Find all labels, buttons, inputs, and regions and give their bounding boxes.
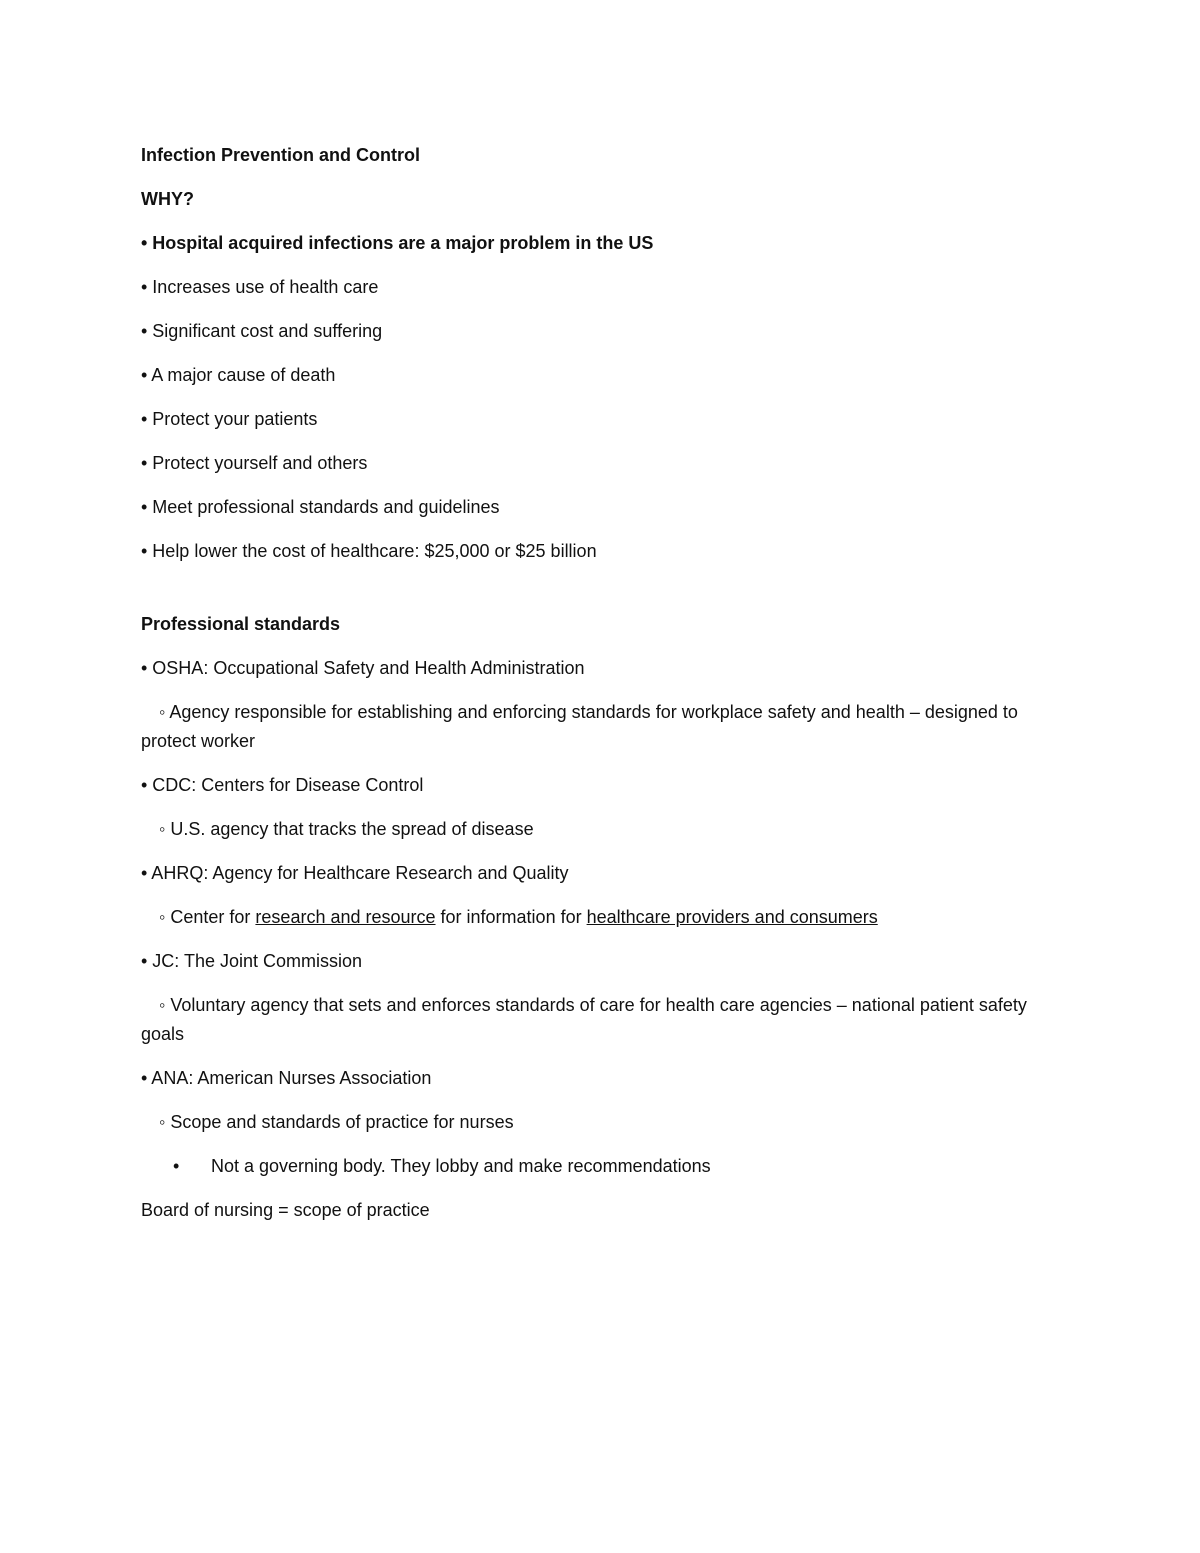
why-item: • Meet professional standards and guidelines [141,497,500,517]
standards-heading: Professional standards [141,614,341,634]
standard-item-cdc: • CDC: Centers for Disease Control [141,775,424,795]
ahrq-sub-mid: for information for [435,907,587,927]
standard-subitem-ana: ◦ Scope and standards of practice for nurses [159,1112,514,1132]
ahrq-sub-underline-1: research and resource [255,907,436,927]
standard-item-osha: • OSHA: Occupational Safety and Health Administration [141,658,585,678]
ahrq-sub-underline-2: healthcare providers and consumers [586,907,878,927]
standard-item-ahrq: • AHRQ: Agency for Healthcare Research and Quality [141,863,569,883]
standard-subitem-ahrq [141,903,1061,932]
why-item: • Help lower the cost of healthcare: $25,000 or $25 billion [141,541,597,561]
standard-subitem-osha: ◦ Agency responsible for establishing and enforcing standards for workplace safety and health – designed to protect worker [141,702,1018,751]
standard-subitem-cdc: ◦ U.S. agency that tracks the spread of disease [159,819,534,839]
document-title: Infection Prevention and Control [141,145,421,165]
standard-item-jc: • JC: The Joint Commission [141,951,363,971]
why-item: • Hospital acquired infections are a major problem in the US [141,233,654,253]
standard-subsubitem-ana [141,1152,1061,1181]
why-item: • Protect yourself and others [141,453,368,473]
why-item: • Increases use of health care [141,277,379,297]
why-item: • A major cause of death [141,365,336,385]
bullet-icon: • [173,1156,180,1176]
ahrq-sub-prefix: ◦ Center for [159,907,256,927]
why-heading: WHY? [141,189,194,209]
ana-subsub-text: Not a governing body. They lobby and make recommendations [211,1156,711,1176]
document-body [141,141,1061,1225]
standard-item-ana: • ANA: American Nurses Association [141,1068,432,1088]
standard-subitem-jc: ◦ Voluntary agency that sets and enforces standards of care for health care agencies – national patient safety goals [141,995,1027,1044]
why-item: • Protect your patients [141,409,318,429]
why-item: • Significant cost and suffering [141,321,383,341]
board-of-nursing-note: Board of nursing = scope of practice [141,1200,430,1220]
